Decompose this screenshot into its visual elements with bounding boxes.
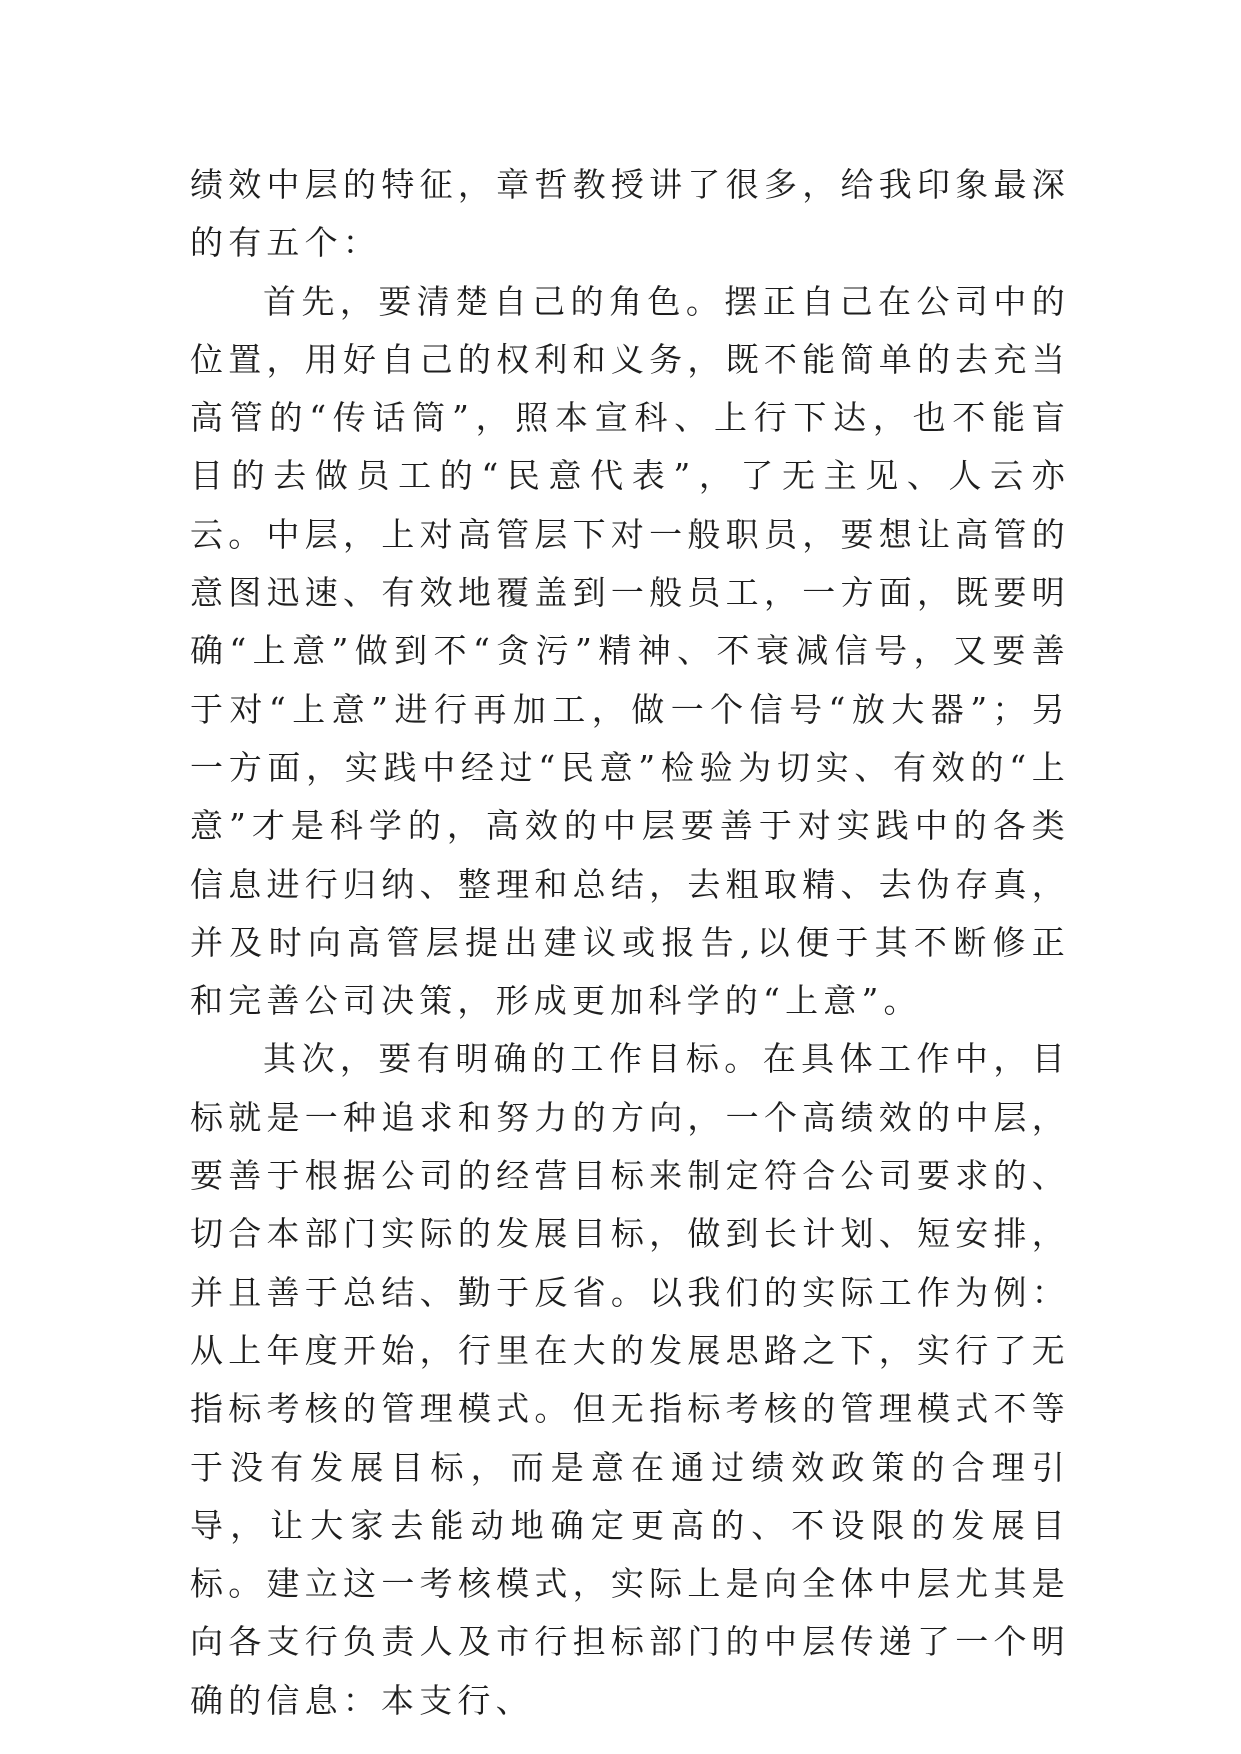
document-body [190, 156, 1070, 1730]
paragraph-3: 其次，要有明确的工作目标。在具体工作中，目标就是一种追求和努力的方向，一个高绩效的中层，要善于根据公司的经营目标来制定符合公司要求的、切合本部门实际的发展目标，做到长计划、短安排，并且善于总结、勤于反省。以我们的实际工作为例：从上年度开始，行里在大的发展思路之下，实行了无指标考核的管理模式。但无指标考核的管理模式不等于没有发展目标，而是意在通过绩效政策的合理引导，让大家去能动地确定更高的、不设限的发展目标。建立这一考核模式，实际上是向全体中层尤其是向各支行负责人及市行担标部门的中层传递了一个明确的信息：本支行、 [190, 1039, 1070, 1720]
paragraph-1: 绩效中层的特征，章哲教授讲了很多，给我印象最深的有五个： [190, 165, 1070, 263]
paragraph-2: 首先，要清楚自己的角色。摆正自己在公司中的位置，用好自己的权利和义务，既不能简单的去充当高管的“传话筒”，照本宣科、上行下达，也不能盲目的去做员工的“民意代表”，了无主见、人云亦云。中层，上对高管层下对一般职员，要想让高管的意图迅速、有效地覆盖到一般员工，一方面，既要明确“上意”做到不“贪污”精神、不衰减信号，又要善于对“上意”进行再加工，做一个信号“放大器”；另一方面，实践中经过“民意”检验为切实、有效的“上意”才是科学的，高效的中层要善于对实践中的各类信息进行归纳、整理和总结，去粗取精、去伪存真，并及时向高管层提出建议或报告,以便于其不断修正和完善公司决策，形成更加科学的“上意”。 [190, 281, 1070, 1021]
